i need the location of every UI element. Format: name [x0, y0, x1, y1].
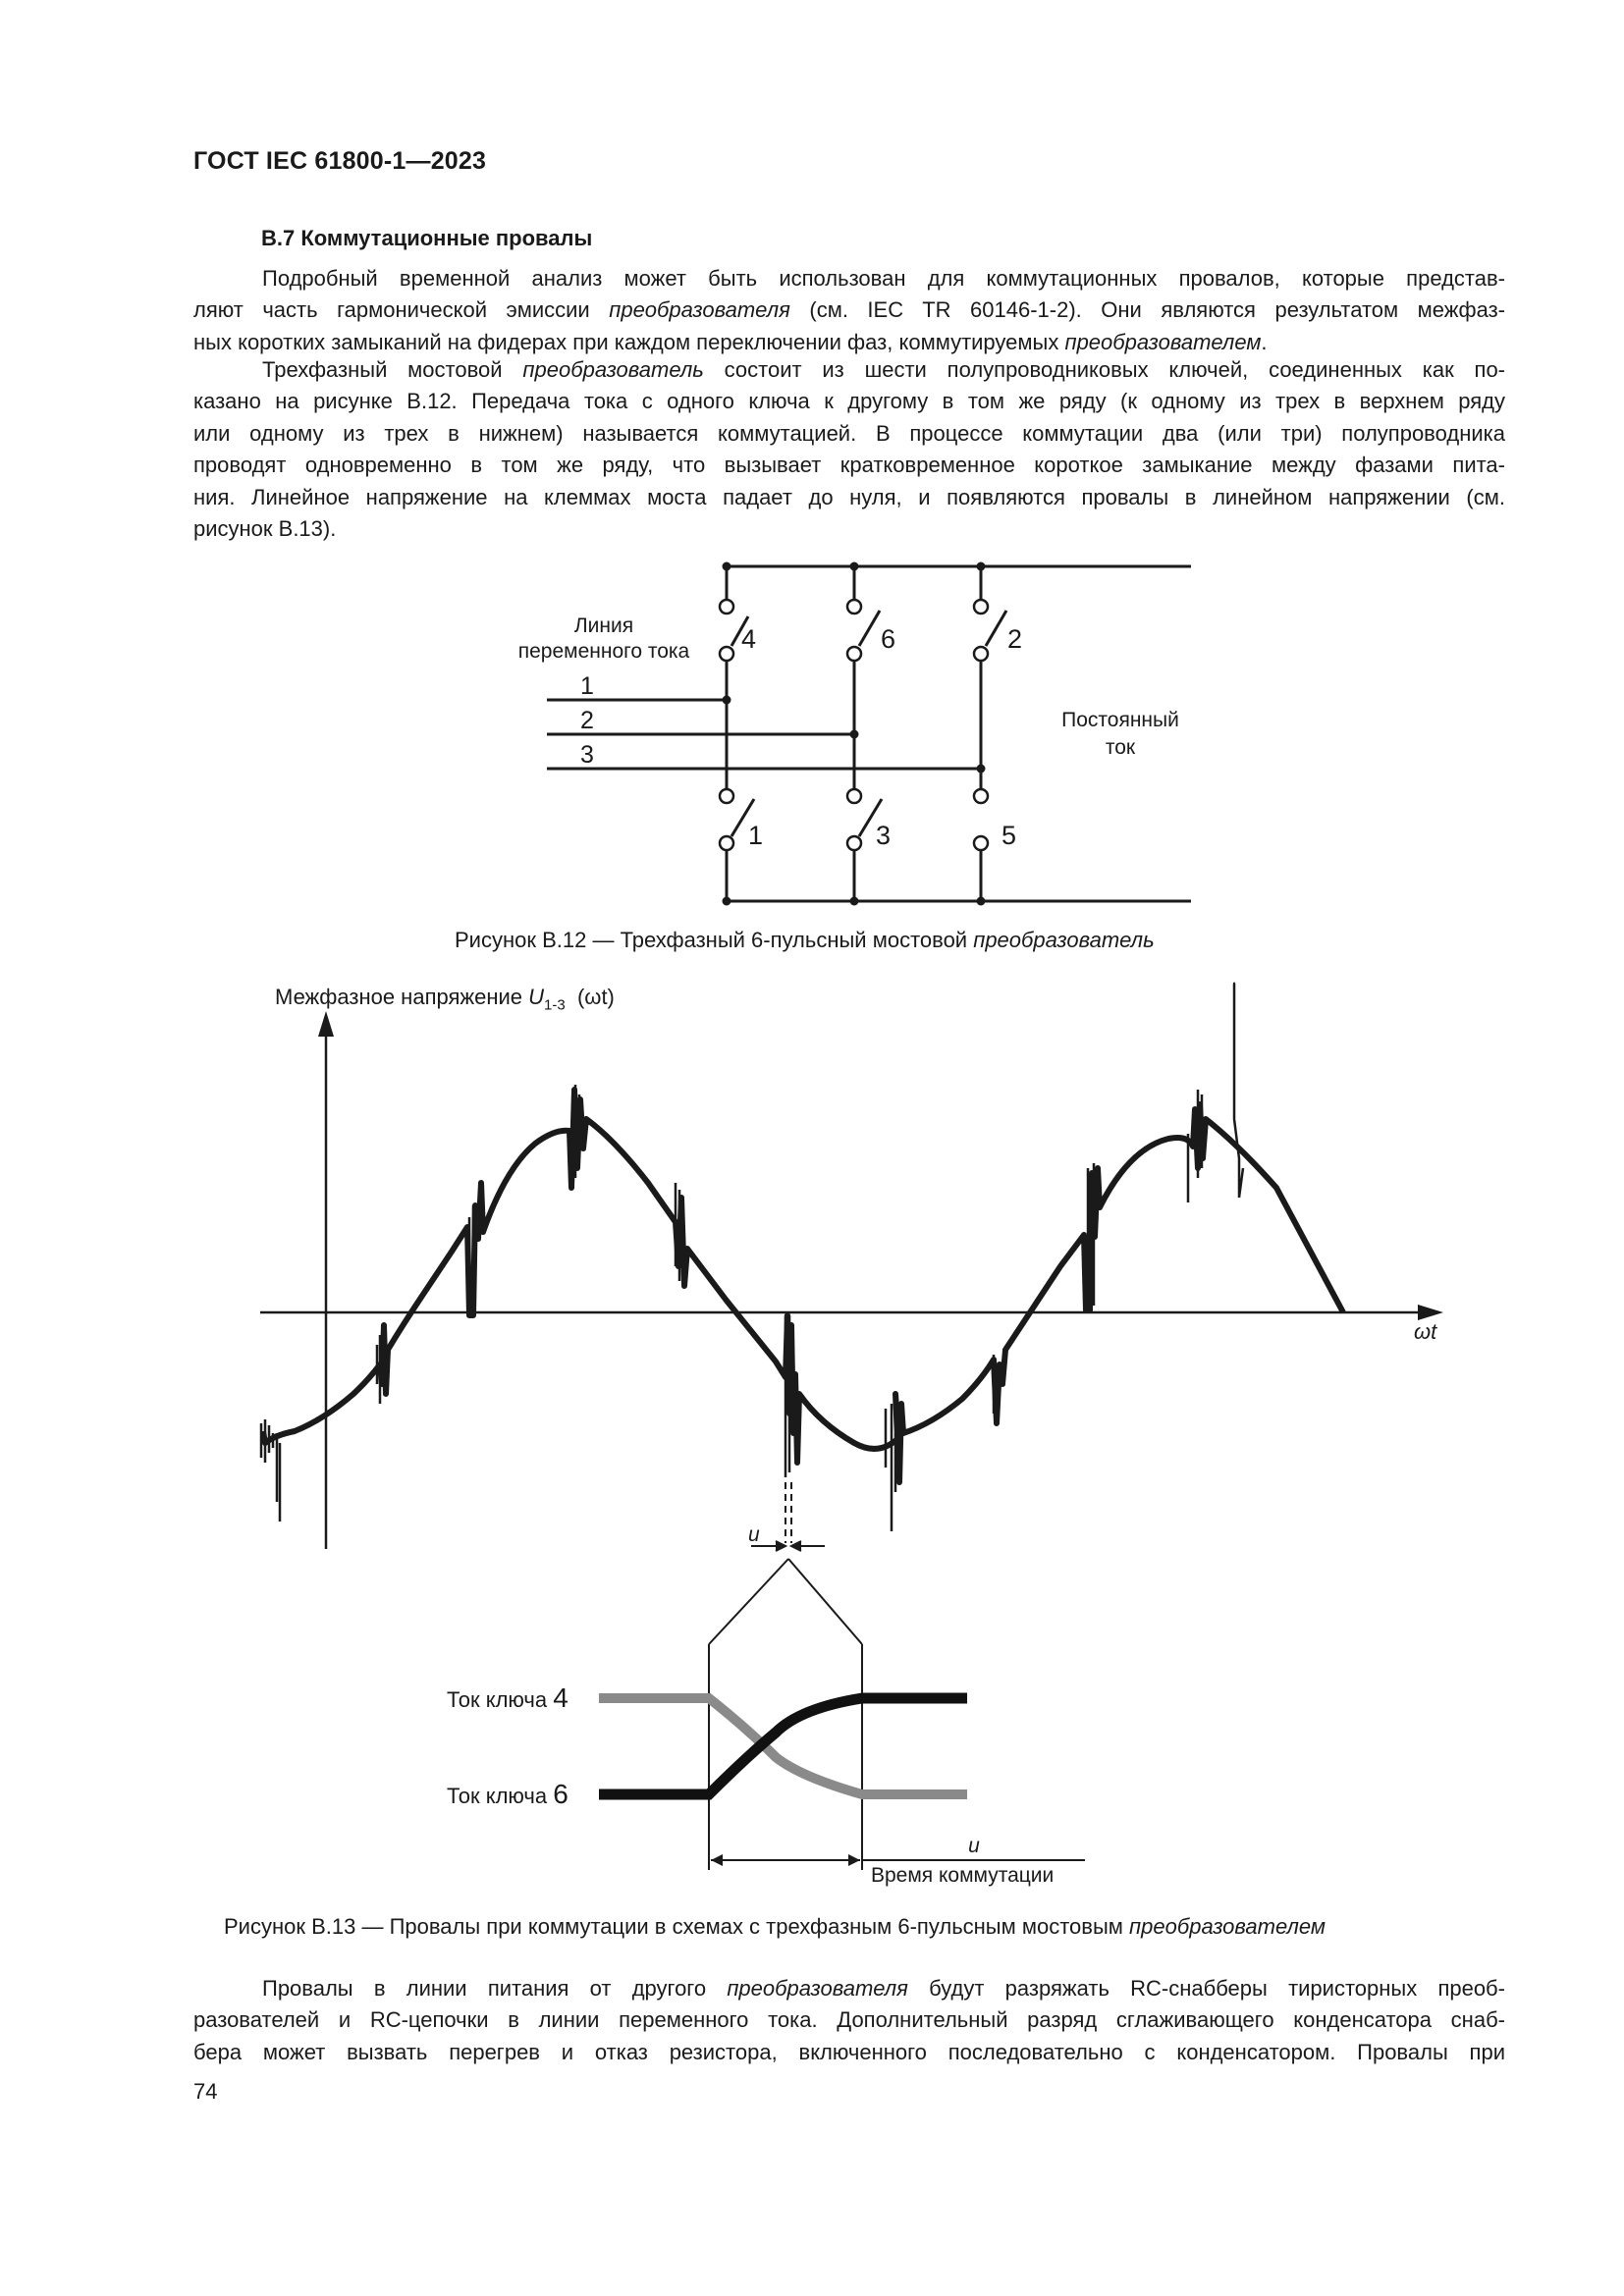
text-line: Подробный временной анализ может быть использован для коммутационных провалов, которые представ-	[262, 266, 1505, 291]
paragraph-3	[193, 1973, 1505, 2068]
junction-dot	[977, 897, 986, 906]
paragraph-2	[193, 354, 1505, 545]
phase-label: 3	[580, 741, 594, 769]
switch-2-contact-bottom	[974, 647, 988, 661]
switch-6-label: Ток ключа 6	[447, 1779, 568, 1809]
switch-6-current-curve	[599, 1698, 967, 1794]
switch-4-contact-bottom	[720, 647, 733, 661]
text-line: ляют часть гармонической эмиссии преобразователя (см. IEC TR 60146-1-2). Они являются результатом межфаз-	[193, 297, 1505, 323]
phase-label: 1	[580, 672, 594, 700]
u-label-top: u	[748, 1523, 760, 1546]
switch-4-contact-top	[720, 600, 733, 614]
u-label-bottom: u	[968, 1835, 980, 1857]
switch-6-contact-top	[847, 600, 861, 614]
text-line: ных коротких замыканий на фидерах при каждом переключении фаз, коммутируемых преобразователем.	[193, 329, 1268, 354]
ac-line-label: переменного тока	[517, 640, 690, 663]
figure-b13-notch-diagram	[0, 972, 1624, 1895]
switch-number-label: 1	[748, 821, 764, 850]
y-axis-label: Межфазное напряжение $U_{1-3}$ (ωt)	[275, 985, 615, 1014]
u-dimension-marker-top	[751, 1541, 825, 1551]
switch-3-contact-bottom	[847, 836, 861, 850]
junction-dot	[850, 897, 859, 906]
text-line: Провалы в линии питания от другого преобразователя будут разряжать RC-снабберы тиристорных преоб-	[262, 1976, 1505, 2001]
page-number: 74	[193, 2079, 218, 2104]
switch-number-label: 4	[741, 624, 757, 654]
text-line: проводят одновременно в том же ряду, что вызывает кратковременное короткое замыкание между фазами пита-	[193, 453, 1505, 478]
text-line: ния. Линейное напряжение на клеммах моста падает до нуля, и появляются провалы в линейном напряжении (см.	[193, 484, 1505, 509]
junction-dot	[723, 696, 731, 705]
switch-2-contact-top	[974, 600, 988, 614]
switch-3-contact-top	[847, 789, 861, 803]
switch-5-contact-top	[974, 789, 988, 803]
dc-label: ток	[1105, 736, 1136, 759]
junction-dot	[723, 897, 731, 906]
switch-6-blade	[859, 611, 880, 646]
figure-b12-bridge-diagram	[0, 550, 1624, 923]
text-line: рисунок В.13).	[193, 516, 337, 542]
switch-number-label: 3	[876, 821, 892, 850]
text-line: или одному из трех в нижнем) называется коммутацией. В процессе коммутации два (или три) полупроводника	[193, 420, 1505, 446]
arrow-left	[711, 1854, 723, 1866]
switch-number-label: 6	[881, 624, 896, 654]
switch-1-contact-top	[720, 789, 733, 803]
switch-number-label: 5	[1001, 821, 1017, 850]
switch-5-contact-bottom	[974, 836, 988, 850]
dc-label: Постоянный	[1061, 709, 1179, 731]
text-line: Трехфазный мостовой преобразователь состоит из шести полупроводниковых ключей, соединенных как по-	[262, 357, 1506, 382]
junction-dot	[850, 730, 859, 739]
paragraph-1	[193, 263, 1505, 358]
switch-4-current-curve	[599, 1698, 967, 1794]
figure-b12-caption: Рисунок В.12 — Трехфазный 6-пульсный мостовой преобразователь	[455, 928, 1155, 952]
document-header: ГОСТ IEC 61800-1—2023	[193, 147, 487, 175]
section-title: В.7 Коммутационные провалы	[261, 226, 593, 250]
junction-dot	[850, 562, 859, 571]
text-line: бера может вызвать перегрев и отказ резистора, включенного последовательно с конденсатором. Провалы при	[193, 2039, 1505, 2064]
text-line: разователей и RC-цепочки в линии переменного тока. Дополнительный разряд сглаживающего конденсатора снаб-	[193, 2007, 1505, 2033]
line-voltage-waveform	[263, 1090, 1343, 1482]
switch-2-blade	[986, 611, 1006, 646]
x-axis-arrow	[1418, 1305, 1443, 1320]
switch-number-label: 2	[1007, 624, 1023, 654]
arrow-right	[848, 1854, 860, 1866]
ac-line-label: Линия	[573, 614, 634, 637]
switch-1-contact-bottom	[720, 836, 733, 850]
notch-ringing-marks	[261, 984, 1243, 1531]
x-axis-label: ωt	[1414, 1319, 1437, 1344]
junction-dot	[977, 562, 986, 571]
notch-zoom-dashes	[785, 1482, 791, 1543]
commutation-time-label: Время коммутации	[871, 1864, 1055, 1887]
y-axis-arrow	[318, 1011, 334, 1037]
switch-4-label: Ток ключа 4	[447, 1682, 568, 1713]
junction-dot	[723, 562, 731, 571]
text-line: казано на рисунке В.12. Передача тока с одного ключа к другому в том же ряду (к одному из трех в верхнем ряду	[193, 389, 1505, 414]
figure-b13-caption: Рисунок В.13 — Провалы при коммутации в схемах с трехфазным 6-пульсным мостовым преобразователем	[224, 1914, 1326, 1939]
phase-label: 2	[580, 707, 594, 734]
switch-6-contact-bottom	[847, 647, 861, 661]
junction-dot	[977, 765, 986, 774]
